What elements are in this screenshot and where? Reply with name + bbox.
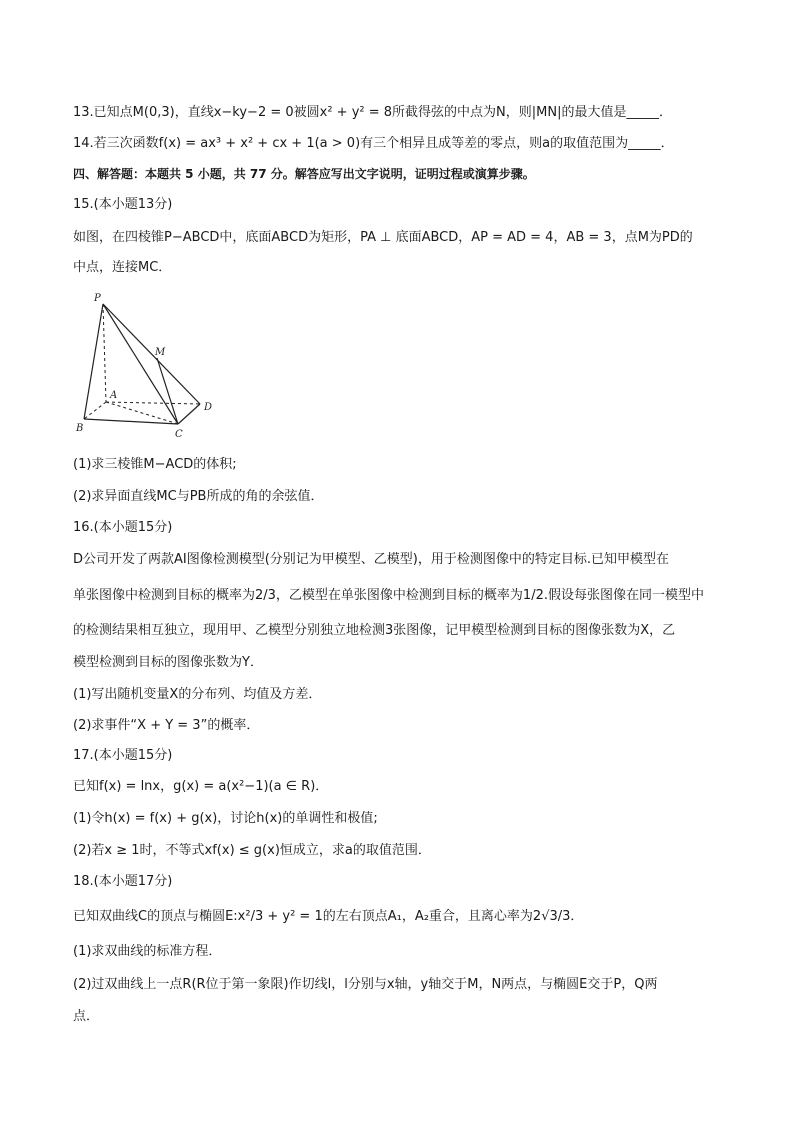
edge-CD <box>178 404 200 424</box>
problem-18-head: 18.(本小题17分) <box>73 874 173 889</box>
edge-PC <box>103 304 178 424</box>
problem-15-text-2: 中点，连接MC． <box>73 260 172 275</box>
label-P: P <box>94 293 101 304</box>
problem-18-q2: (2)过双曲线上一点R(R位于第一象限)作切线l，l分别与x轴，y轴交于M，N两点，与椭圆E交于P，Q两 <box>73 977 658 992</box>
problem-17-q2: (2)若x ≥ 1时，不等式xf(x) ≤ g(x)恒成立，求a的取值范围． <box>73 843 431 858</box>
problem-16-text-4: 模型检测到目标的图像张数为Y． <box>73 655 263 670</box>
problem-16-text-1: D公司开发了两款AI图像检测模型(分别记为甲模型、乙模型)，用于检测图像中的特定目标.已知甲模型在 <box>73 552 670 567</box>
edge-PD <box>103 304 200 404</box>
problem-15-head: 15.(本小题13分) <box>73 197 173 212</box>
problem-16-q2: (2)求事件“X + Y = 3”的概率． <box>73 718 260 733</box>
edge-PB <box>84 304 103 419</box>
problem-16-text-2: 单张图像中检测到目标的概率为2/3，乙模型在单张图像中检测到目标的概率为1/2.假设每张图像在同一模型中 <box>73 588 704 603</box>
problem-18-q1: (1)求双曲线的标准方程． <box>73 944 222 959</box>
edge-AD <box>106 402 200 404</box>
problem-16-head: 16.(本小题15分) <box>73 520 173 535</box>
problem-16-q1: (1)写出随机变量X的分布列、均值及方差． <box>73 687 322 702</box>
problem-15-text-1: 如图，在四棱锥P−ABCD中，底面ABCD为矩形，PA ⊥ 底面ABCD，AP = AD = 4，AB = 3，点M为PD的 <box>73 230 693 245</box>
problem-15-q1: (1)求三棱锥M−ACD的体积; <box>73 457 237 472</box>
label-A: A <box>110 390 118 401</box>
label-B: B <box>76 423 84 434</box>
problem-14: 14.若三次函数f(x) = ax³ + x² + cx + 1(a > 0)有三个相异且成等差的零点，则a的取值范围为_____． <box>73 136 674 151</box>
problem-17-text-1: 已知f(x) = lnx，g(x) = a(x²−1)(a ∈ R)． <box>73 779 329 794</box>
problem-13: 13.已知点M(0,3)，直线x−ky−2 = 0被圆x² + y² = 8所截得弦的中点为N，则|MN|的最大值是_____． <box>73 105 672 120</box>
edge-AB <box>84 402 106 419</box>
edge-MC <box>157 358 178 424</box>
label-D: D <box>204 402 213 413</box>
problem-18-text-1: 已知双曲线C的顶点与椭圆E:x²/3 + y² = 1的左右顶点A₁，A₂重合，且离心率为2√3/3． <box>73 909 584 924</box>
label-M: M <box>155 347 166 358</box>
pyramid-figure <box>70 288 230 438</box>
problem-18-q2-cont: 点． <box>73 1009 100 1024</box>
problem-15-q2: (2)求异面直线MC与PB所成的角的余弦值． <box>73 489 324 504</box>
label-C: C <box>175 429 183 438</box>
problem-16-text-3: 的检测结果相互独立，现用甲、乙模型分别独立地检测3张图像，记甲模型检测到目标的图像张数为X，乙 <box>73 623 676 638</box>
problem-17-head: 17.(本小题15分) <box>73 748 173 763</box>
edge-PA <box>103 304 106 402</box>
section-heading: 四、解答题：本题共 5 小题，共 77 分。解答应写出文字说明，证明过程或演算步骤。 <box>73 167 535 181</box>
problem-17-q1: (1)令h(x) = f(x) + g(x)，讨论h(x)的单调性和极值; <box>73 811 378 826</box>
